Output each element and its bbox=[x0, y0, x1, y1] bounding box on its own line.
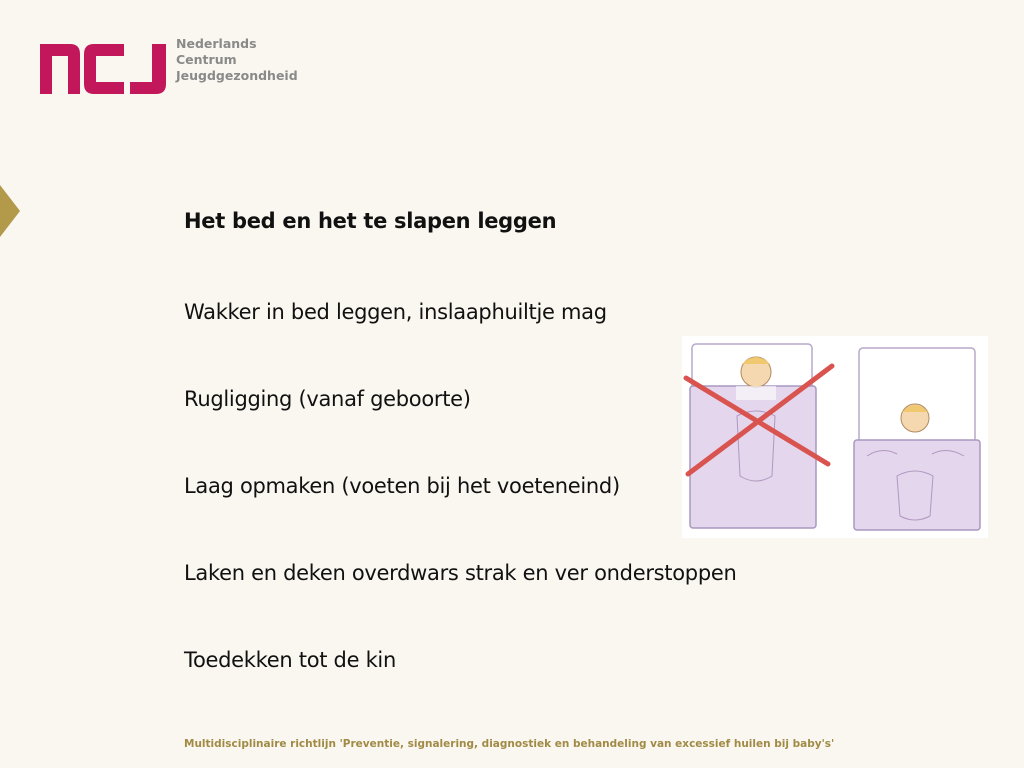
logo-text bbox=[176, 36, 298, 84]
safe-sleep-illustration bbox=[682, 336, 988, 538]
logo-line-2: Centrum bbox=[176, 52, 237, 67]
slide-title: Het bed en het te slapen leggen bbox=[184, 209, 557, 233]
bullet-list bbox=[184, 300, 736, 735]
incorrect-bed-illustration bbox=[686, 344, 832, 528]
ncj-logo-mark bbox=[40, 40, 168, 96]
slide-footer: Multidisciplinaire richtlijn 'Preventie, signalering, diagnostiek en behandeling van excessief huilen bij baby's' bbox=[184, 738, 835, 750]
logo-line-1: Nederlands bbox=[176, 36, 257, 51]
logo-line-3: Jeugdgezondheid bbox=[176, 68, 298, 83]
slide-marker-arrow-icon bbox=[0, 185, 20, 237]
bullet-item: Wakker in bed leggen, inslaaphuiltje mag bbox=[184, 300, 607, 324]
bullet-item: Laken en deken overdwars strak en ver onderstoppen bbox=[184, 561, 737, 585]
bullet-item: Laag opmaken (voeten bij het voeteneind) bbox=[184, 474, 620, 498]
correct-bed-illustration bbox=[854, 348, 980, 530]
bullet-item: Toedekken tot de kin bbox=[184, 648, 396, 672]
ncj-logo bbox=[40, 36, 300, 100]
bullet-item: Rugligging (vanaf geboorte) bbox=[184, 387, 471, 411]
